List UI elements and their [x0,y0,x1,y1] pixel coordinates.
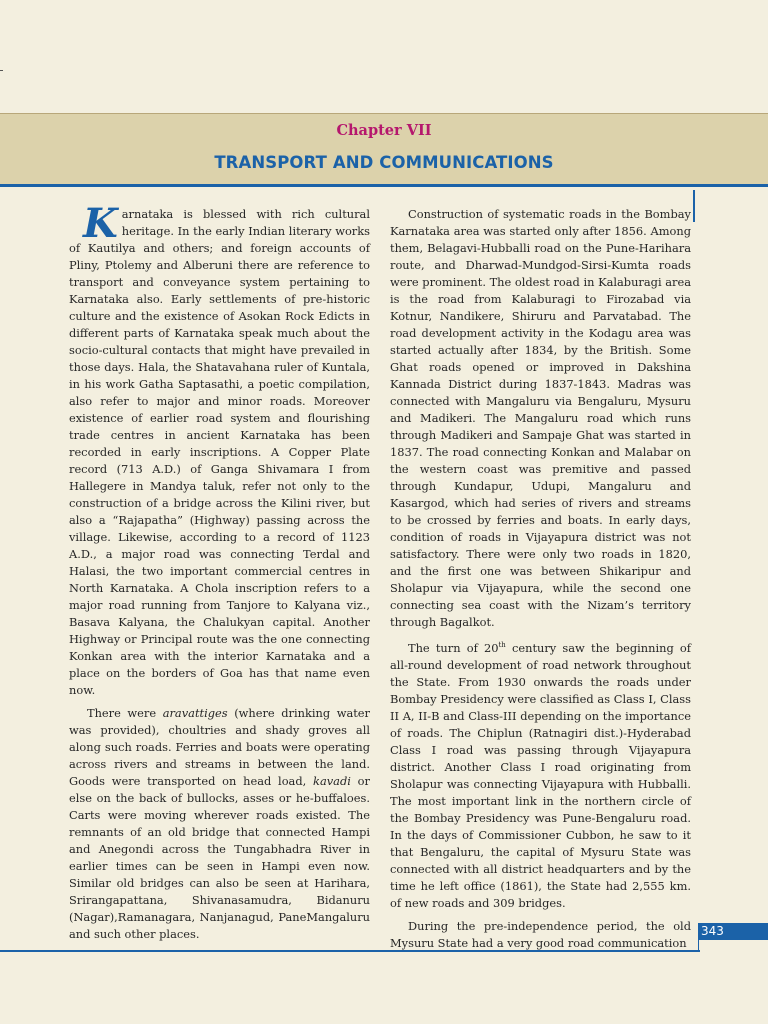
right-column [390,206,691,958]
text-run: century saw the beginning of all-round development of road network throughout the State. From 1930 onwards the roads under Bombay Presidency were classified as Class I, Class II A, II-B and Class-III depending on the importance of roads. The Chiplun (Ratnagiri dist.)-Hyderabad Class I road was passing through Vijayapura district. Another Class I road originating from Sholapur was connecting Vijayapura with Hubballi. The most important link in the northern circle of the Bombay Presidency was Pune-Bengaluru road. In the days of Commissioner Cubbon, he saw to it that Bengaluru, the capital of Mysuru State was connected with all district headquarters and by the time he left office (1861), the State had 2,555 km. of new roads and 309 bridges. [390,640,691,910]
superscript: th [498,641,506,649]
chapter-header [0,113,768,187]
paragraph-pre-independence: During the pre-independence period, the old Mysuru State had a very good road communication [390,918,691,950]
footer-rule [0,950,700,952]
paragraph-intro-text: arnataka is blessed with rich cultural heritage. In the early Indian literary works of Kautilya and others; and foreign accounts of Pliny, Ptolemy and Alberuni there are reference to transport and conveyance system pertaining to Karnataka also. Early settlements of pre-historic culture and the existence of Asokan Rock Edicts in different parts of Karnataka speak much about the socio-cultural contacts that might have prevailed in those days. Hala, the Shatavahana ruler of Kuntala, in his work Gatha Saptasathi, a poetic compilation, also refer to major and minor roads. Moreover existence of earlier road system and flourishing trade centres in ancient Karnataka has been recorded in early inscriptions. A Copper Plate record (713 A.D.) of Ganga Shivamara I from Hallegere in Mandya taluk, refer not only to the construction of a bridge across the Kilini river, but also a “Rajapatha” (Highway) passing across the village. Likewise, according to a record of 1123 A.D., a major road was connecting Terdal and Halasi, the two important commercial centres in North Karnataka. A Chola inscription refers to a major road running from Tanjore to Kalyana viz., Basava Kalyana, the Chalukyan capital. Another Highway or Principal route was the one connecting Konkan area with the interior Karnataka and a place on the borders of Goa has that name even now. [69,207,370,697]
margin-rule [693,190,695,222]
paragraph-20th-century [390,637,691,912]
page-number: 343 [698,923,768,940]
chapter-title: TRANSPORT AND COMMUNICATIONS [214,153,554,172]
page-number-tick [698,940,699,950]
text-run: There were [87,706,163,720]
text-run: The turn of 20 [408,640,499,655]
chapter-label: Chapter VII [336,122,432,139]
italic-term: aravattiges [162,706,228,720]
text-run: (where drinking water was provided), choultries and shady groves all along such roads. Ferries and boats were operating across rivers and streams in between the land. Goods were transported on head load, [69,706,370,788]
left-column [69,200,370,949]
text-run: or else on the back of bullocks, asses or he-buffaloes. Carts were moving wherever roads existed. The remnants of an old bridge that connected Hampi and Anegondi across the Tungabhadra River in earlier times can be seen in Hampi even now. Similar old bridges can also be seen at Harihara, Srirangapattana, Shivanasamudra, Bidanuru (Nagar),Ramanagara, Nanjanagud, PaneMangaluru and such other places. [69,774,370,941]
paragraph-systematic-roads: Construction of systematic roads in the Bombay Karnataka area was started only after 1856. Among them, Belagavi-Hubballi road on the Pune-Harihara route, and Dharwad-Mundgod-Sirsi-Kumta roads were prominent. The oldest road in Kalaburagi area is the road from Kalaburagi to Firozabad via Kotnur, Nandikere, Shiruru and Parvatabad. The road development activity in the Kodagu area was started actually after 1834, by the British. Some Ghat roads opened or improved in Dakshina Kannada District during 1837-1843. Madras was connected with Mangaluru via Bengaluru, Mysuru and Madikeri. The Mangaluru road which runs through Madikeri and Sampaje Ghat was started in 1837. The road connecting Konkan and Malabar on the western coast was premitive and passed through Kundapur, Udupi, Mangaluru and Kasargod, which had series of rivers and streams to be crossed by ferries and boats. In early days, condition of roads in Vijayapura district was not satisfactory. There were only two roads in 1820, and the first one was between Shikaripur and Sholapur via Vijayapura, while the second one connecting sea coast with the Nizam’s territory through Bagalkot. [390,207,691,629]
paragraph-roads-ancient [69,705,370,943]
italic-term: kavadi [313,774,351,788]
drop-cap: K [83,200,118,247]
edge-mark [0,70,3,71]
paragraph-intro [69,200,370,699]
